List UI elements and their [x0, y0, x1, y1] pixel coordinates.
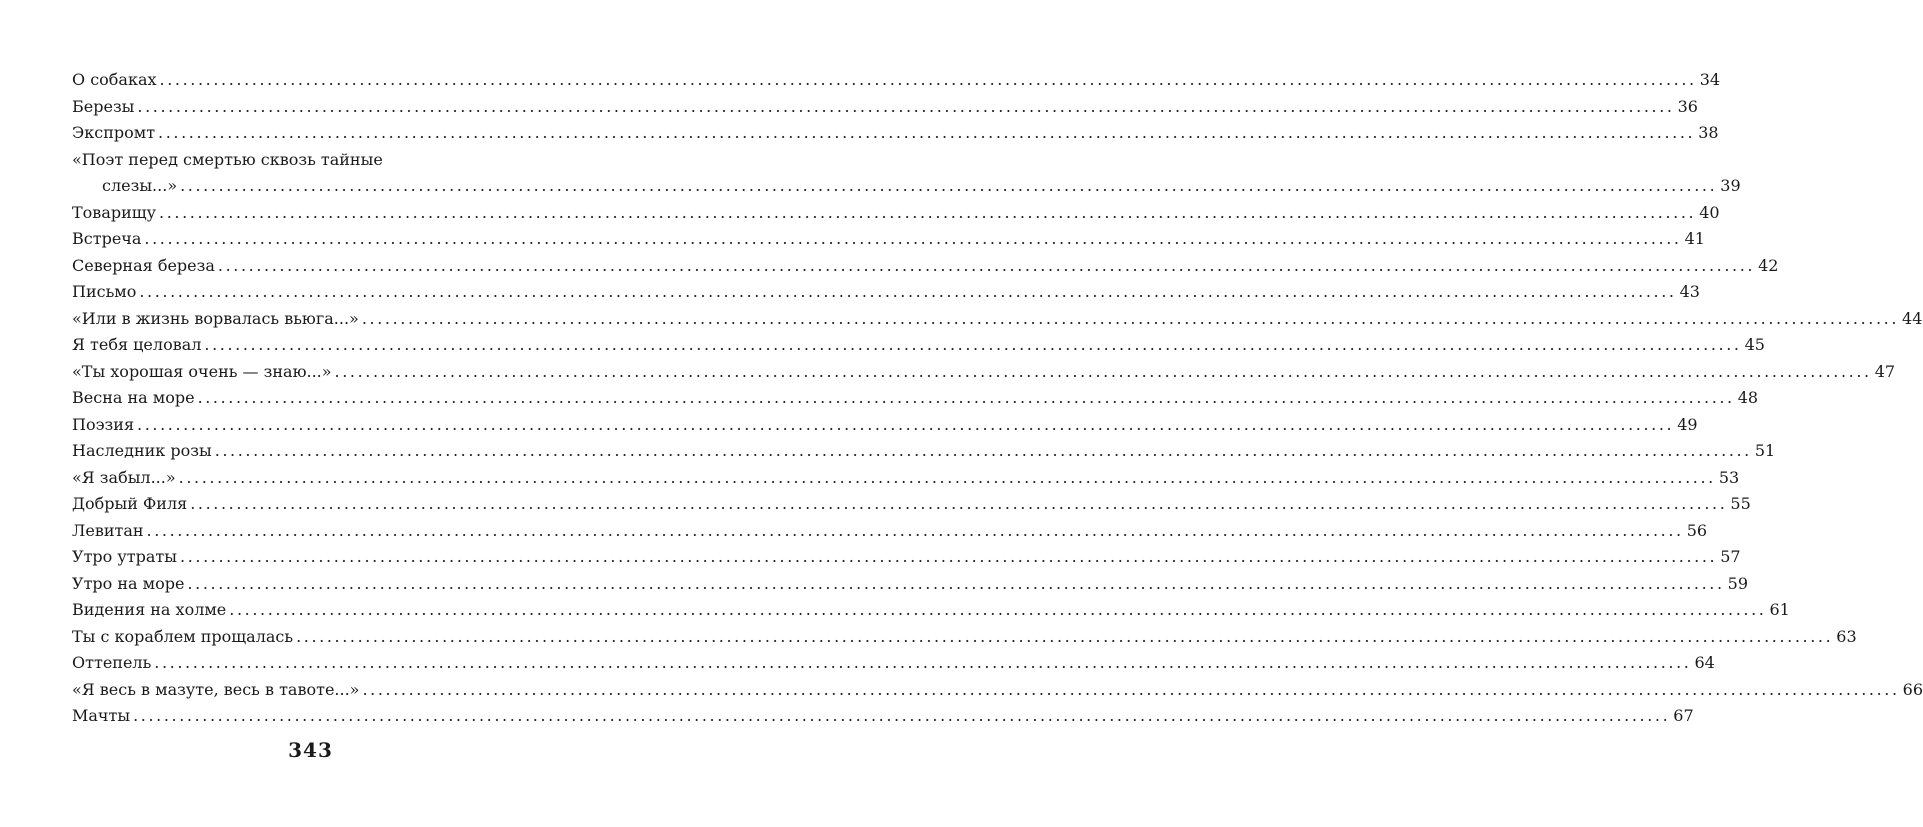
- toc-entry: [72, 385, 1759, 412]
- toc-entry-title: Березы: [72, 96, 135, 116]
- toc-leader-dots: ........................................................................................................................................................................................................: [158, 123, 1696, 142]
- toc-entry-title: Товарищу: [72, 202, 157, 222]
- toc-entry-title: Встреча: [72, 229, 142, 248]
- toc-entry-page: 45: [1744, 335, 1765, 354]
- toc-entry-page: 61: [1769, 600, 1790, 619]
- toc-entry-title: Оттепель: [72, 653, 152, 672]
- toc-entry: [72, 624, 1857, 651]
- toc-entry: [72, 67, 1721, 94]
- toc-entry: [72, 650, 1715, 677]
- toc-entry-title: Видения на холме: [72, 600, 227, 619]
- toc-entry-title: Мачты: [72, 706, 131, 725]
- toc-entry-page: 64: [1694, 653, 1715, 672]
- toc-entry-page: 40: [1699, 202, 1720, 222]
- toc-entry: [72, 120, 1719, 147]
- toc-leader-dots: ........................................................................................................................................................................................................: [133, 706, 1671, 725]
- toc-entry-page: 67: [1673, 706, 1694, 725]
- toc-entry-page: 43: [1679, 282, 1700, 301]
- toc-entry-title: «Я весь в мазуте, весь в тавоте...»: [72, 679, 360, 699]
- table-of-contents: [72, 67, 1923, 730]
- toc-leader-dots: ........................................................................................................................................................................................................: [229, 600, 1767, 619]
- toc-entry-title: Ты с кораблем прощалась: [72, 626, 294, 646]
- toc-leader-dots: ........................................................................................................................................................................................................: [139, 282, 1677, 301]
- toc-entry-page: 51: [1754, 441, 1776, 460]
- toc-leader-dots: ........................................................................................................................................................................................................: [144, 229, 1682, 248]
- toc-leader-dots: ........................................................................................................................................................................................................: [180, 547, 1718, 566]
- toc-entry-page: 63: [1836, 626, 1857, 646]
- toc-entry: [72, 173, 1741, 200]
- toc-leader-dots: ........................................................................................................................................................................................................: [146, 520, 1684, 540]
- toc-entry-title: Наследник розы: [72, 441, 212, 460]
- toc-entry-title: «Я забыл...»: [72, 467, 176, 487]
- toc-leader-dots: ........................................................................................................................................................................................................: [190, 494, 1728, 513]
- toc-entry-title: Утро утраты: [72, 547, 178, 566]
- toc-leader-dots: ........................................................................................................................................................................................................: [197, 388, 1735, 407]
- toc-entry-title: Утро на море: [72, 573, 185, 593]
- toc-entry-page: 38: [1698, 123, 1719, 142]
- toc-entry: [72, 544, 1741, 571]
- toc-leader-dots: ........................................................................................................................................................................................................: [204, 335, 1742, 354]
- toc-entry-title: Северная береза: [72, 255, 215, 275]
- toc-leader-dots: ........................................................................................................................................................................................................: [137, 96, 1675, 116]
- toc-entry-page: 42: [1758, 255, 1779, 275]
- toc-leader-dots: ........................................................................................................................................................................................................: [296, 626, 1834, 646]
- toc-entry: [72, 359, 1896, 386]
- toc-leader-dots: ........................................................................................................................................................................................................: [361, 308, 1900, 328]
- toc-entry-title: О собаках: [72, 70, 157, 89]
- toc-leader-dots: ........................................................................................................................................................................................................: [362, 679, 1900, 699]
- toc-entry: [72, 253, 1779, 280]
- toc-leader-dots: ........................................................................................................................................................................................................: [159, 70, 1697, 89]
- toc-leader-dots: ........................................................................................................................................................................................................: [137, 414, 1675, 434]
- toc-entry: [72, 677, 1923, 704]
- toc-entry-title: Поэзия: [72, 414, 135, 434]
- toc-leader-dots: ........................................................................................................................................................................................................: [159, 202, 1697, 222]
- toc-entry-title: Весна на море: [72, 388, 195, 407]
- toc-entry: [72, 703, 1694, 730]
- toc-leader-dots: ........................................................................................................................................................................................................: [217, 255, 1756, 275]
- toc-entry-title: Экспромт: [72, 123, 156, 142]
- toc-entry-page: 55: [1730, 494, 1751, 513]
- toc-entry-page: 59: [1727, 573, 1748, 593]
- toc-entry: [72, 491, 1751, 518]
- toc-entry-title: слезы...»: [102, 176, 178, 195]
- toc-entry-page: 49: [1677, 414, 1698, 434]
- toc-entry: [72, 200, 1720, 227]
- toc-entry: [72, 226, 1705, 253]
- toc-entry-page: 41: [1684, 229, 1705, 248]
- toc-entry: [72, 412, 1698, 439]
- toc-entry: [72, 94, 1698, 121]
- toc-entry-title: Добрый Филя: [72, 494, 188, 513]
- toc-entry: [72, 571, 1748, 598]
- toc-entry: [72, 332, 1765, 359]
- toc-entry-page: 57: [1720, 547, 1741, 566]
- toc-entry-page: 34: [1699, 70, 1721, 89]
- page-number: 343: [288, 738, 333, 762]
- toc-entry: [72, 518, 1708, 545]
- toc-entry: [72, 438, 1776, 465]
- toc-entry-title: Левитан: [72, 520, 144, 540]
- toc-entry-page: 66: [1902, 679, 1923, 699]
- toc-leader-dots: ........................................................................................................................................................................................................: [180, 176, 1718, 195]
- toc-entry: [72, 306, 1923, 333]
- toc-entry-page: 53: [1718, 467, 1740, 487]
- toc-entry-title: Я тебя целовал: [72, 335, 202, 354]
- toc-entry-page: 48: [1737, 388, 1759, 407]
- toc-leader-dots: ........................................................................................................................................................................................................: [154, 653, 1692, 672]
- toc-entry-title: «Или в жизнь ворвалась вьюга...»: [72, 308, 359, 328]
- toc-entry-page: 56: [1686, 520, 1708, 540]
- toc-leader-dots: ........................................................................................................................................................................................................: [334, 361, 1872, 381]
- toc-entry-title: «Ты хорошая очень — знаю...»: [72, 361, 332, 381]
- toc-entry-page: 44: [1902, 308, 1923, 328]
- toc-entry-title-line1: «Поэт перед смертью сквозь тайные: [72, 149, 383, 169]
- toc-leader-dots: ........................................................................................................................................................................................................: [187, 573, 1725, 593]
- toc-entry: [72, 279, 1700, 306]
- toc-leader-dots: ........................................................................................................................................................................................................: [214, 441, 1752, 460]
- toc-entry-page: 36: [1677, 96, 1698, 116]
- toc-leader-dots: ........................................................................................................................................................................................................: [178, 467, 1716, 487]
- toc-entry: [72, 465, 1740, 492]
- toc-entry-page: 39: [1720, 176, 1741, 195]
- toc-entry-title: Письмо: [72, 282, 137, 301]
- toc-entry: [72, 597, 1790, 624]
- toc-entry-page: 47: [1874, 361, 1896, 381]
